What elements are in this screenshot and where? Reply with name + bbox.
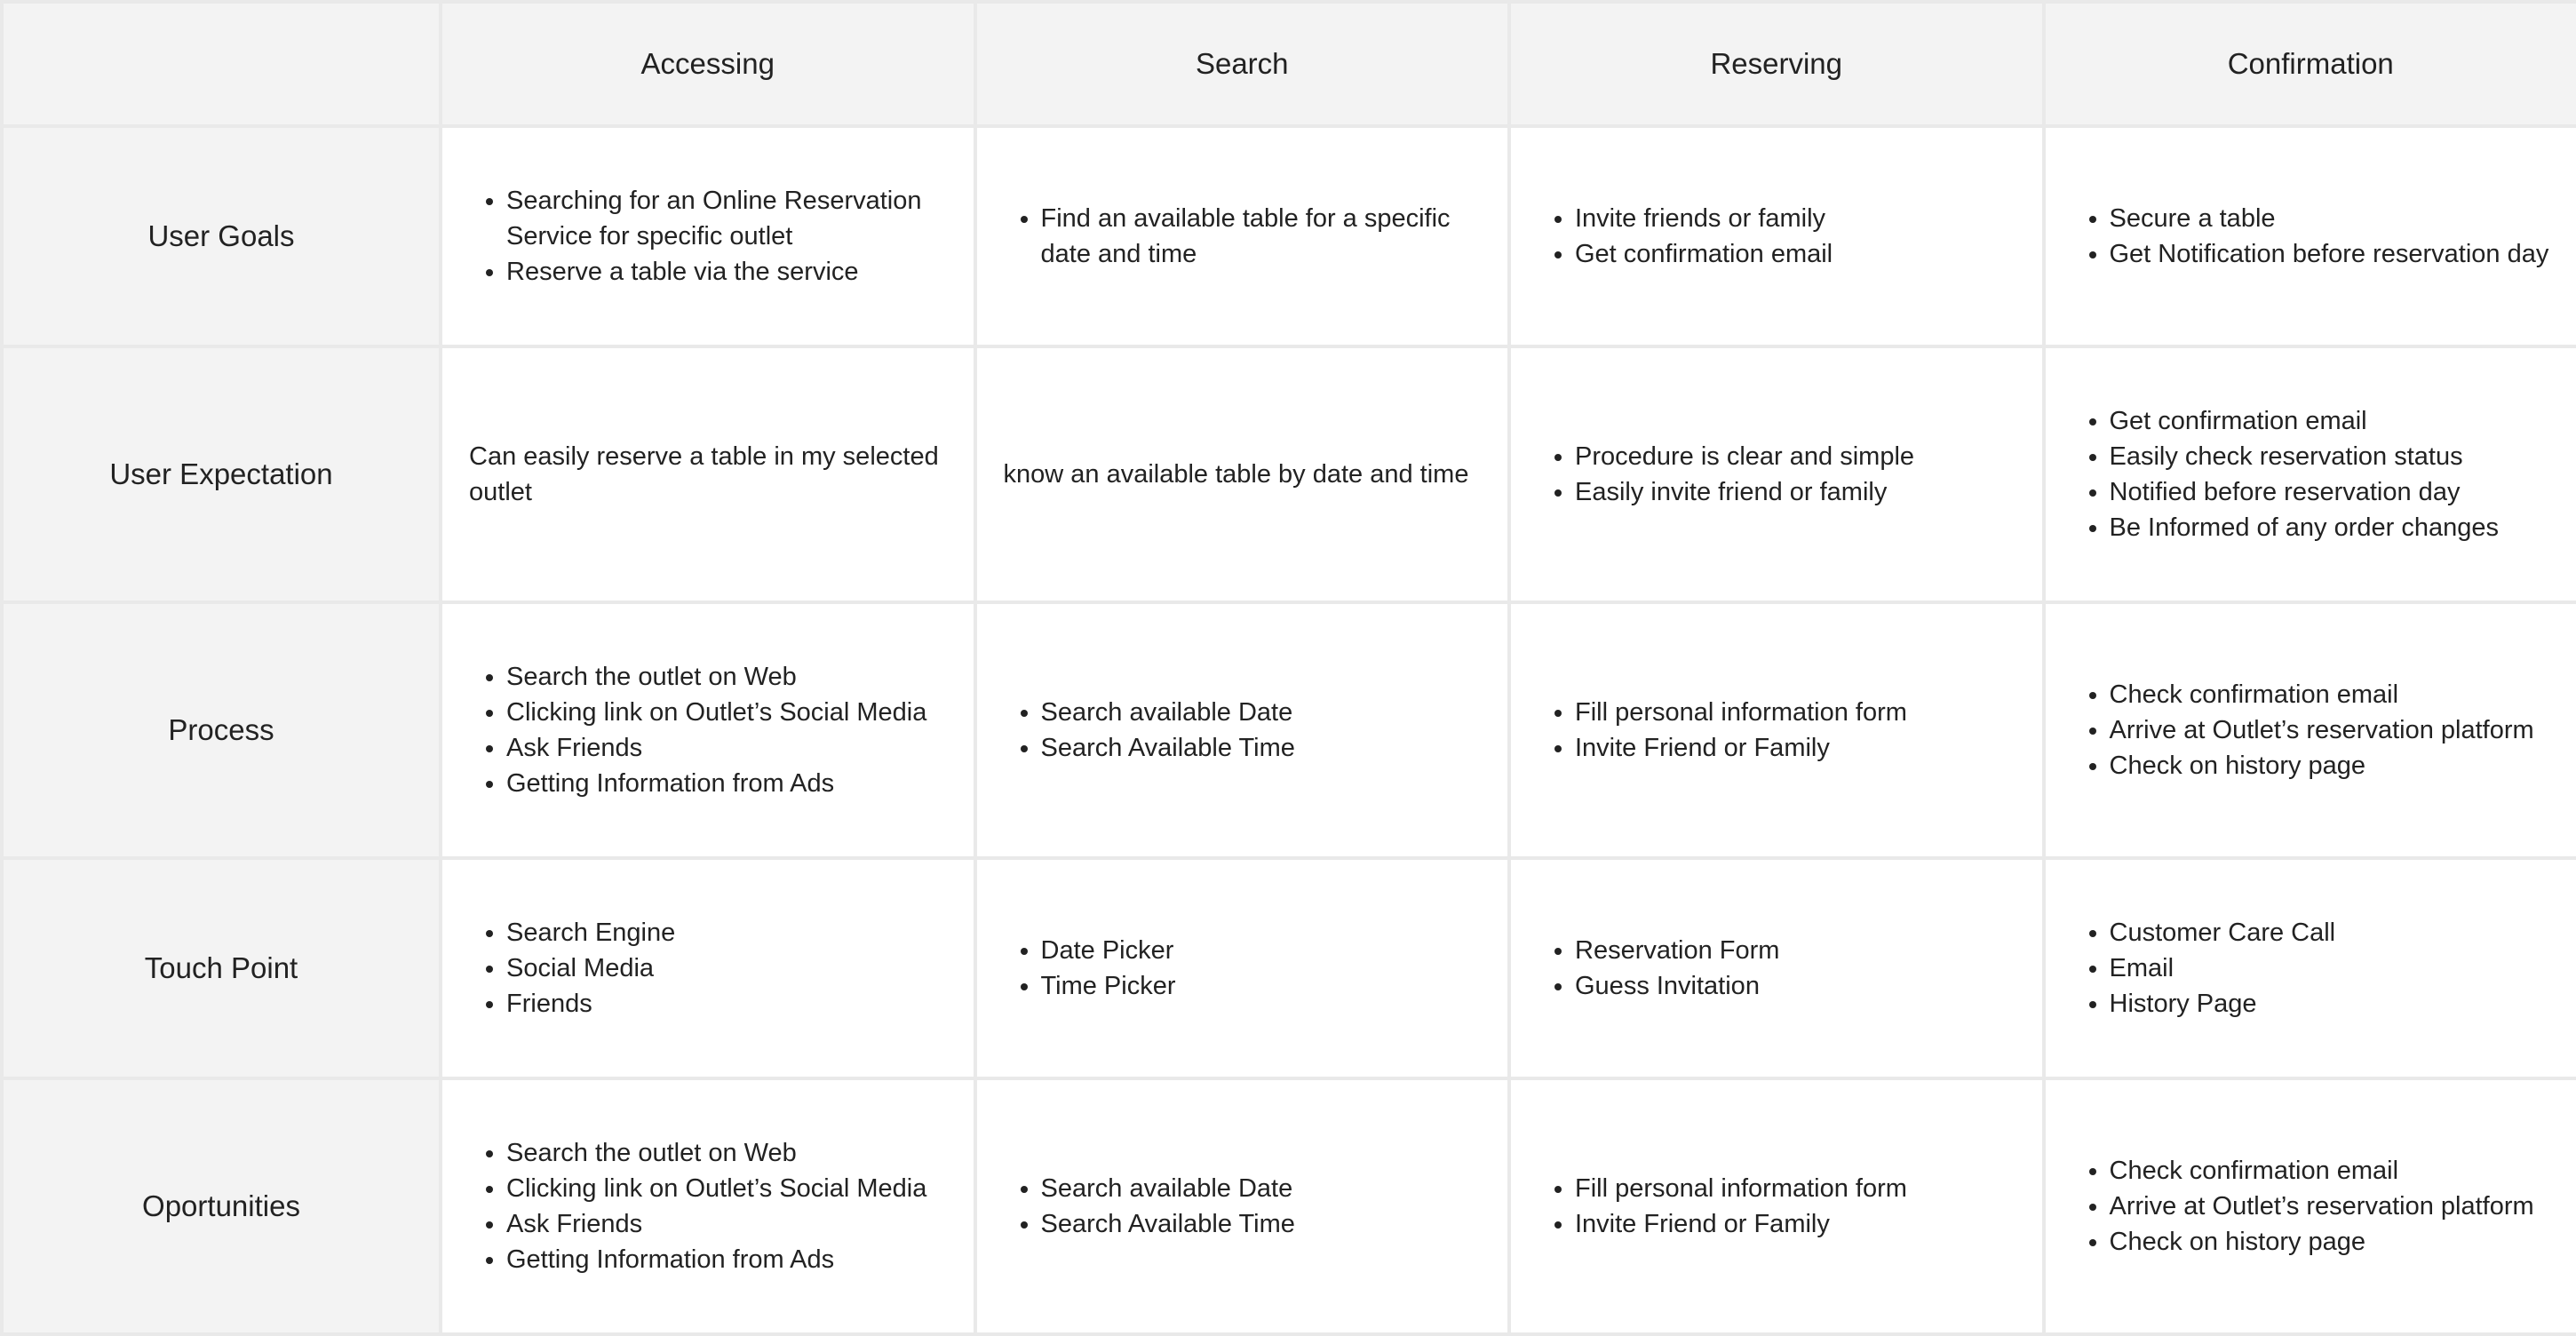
list-item: • Get Notification before reservation day <box>2110 236 2550 272</box>
corner-cell <box>2 2 441 126</box>
bullet-list <box>1538 439 2015 510</box>
list-item: • Search the outlet on Web <box>506 1135 947 1171</box>
list-item: • Getting Information from Ads <box>506 766 947 801</box>
cell-oportunities-confirmation <box>2044 1078 2576 1334</box>
list-item: • Reserve a table via the service <box>506 254 947 290</box>
list-item: • Ask Friends <box>506 1206 947 1242</box>
list-item: • Procedure is clear and simple <box>1575 439 2015 474</box>
list-item: • Customer Care Call <box>2110 915 2550 950</box>
list-item: • Clicking link on Outlet’s Social Media <box>506 1171 947 1206</box>
list-item: • Getting Information from Ads <box>506 1242 947 1277</box>
stage-header-search: Search <box>975 2 1510 126</box>
list-item: • Notified before reservation day <box>2110 474 2550 510</box>
row-label-process: Process <box>2 602 441 858</box>
row-label-user-expectation: User Expectation <box>2 346 441 602</box>
bullet-list <box>469 183 947 290</box>
list-item: • Search the outlet on Web <box>506 659 947 695</box>
bullet-list <box>1004 201 1482 272</box>
row-label-user-goals: User Goals <box>2 126 441 346</box>
bullet-list <box>1538 1171 2015 1242</box>
row-user-expectation <box>2 346 2576 602</box>
bullet-list <box>1538 933 2015 1004</box>
list-item: • Arrive at Outlet’s reservation platform <box>2110 1189 2550 1224</box>
cell-touch-point-confirmation <box>2044 858 2576 1078</box>
cell-process-confirmation <box>2044 602 2576 858</box>
bullet-list <box>2072 915 2550 1022</box>
list-item: • Find an available table for a specific date and time <box>1041 201 1482 272</box>
list-item: • Date Picker <box>1041 933 1482 968</box>
list-item: • Invite Friend or Family <box>1575 730 2015 766</box>
list-item: • Social Media <box>506 950 947 986</box>
stage-header-accessing: Accessing <box>441 2 975 126</box>
cell-user-goals-search <box>975 126 1510 346</box>
row-process <box>2 602 2576 858</box>
list-item: • Reservation Form <box>1575 933 2015 968</box>
row-user-goals <box>2 126 2576 346</box>
list-item: • Search available Date <box>1041 1171 1482 1206</box>
cell-user-goals-reserving <box>1509 126 2044 346</box>
bullet-list <box>469 915 947 1022</box>
bullet-list <box>1004 1171 1482 1242</box>
list-item: • Check confirmation email <box>2110 1153 2550 1189</box>
cell-user-expectation-accessing <box>441 346 975 602</box>
list-item: • Ask Friends <box>506 730 947 766</box>
cell-oportunities-reserving <box>1509 1078 2044 1334</box>
list-item: • Check on history page <box>2110 748 2550 783</box>
list-item: • Fill personal information form <box>1575 1171 2015 1206</box>
cell-user-expectation-reserving <box>1509 346 2044 602</box>
bullet-list <box>1538 201 2015 272</box>
list-item: • Search Available Time <box>1041 1206 1482 1242</box>
bullet-list <box>469 1135 947 1277</box>
list-item: • Clicking link on Outlet’s Social Media <box>506 695 947 730</box>
header-row <box>2 2 2576 126</box>
bullet-list <box>1538 695 2015 766</box>
list-item: • Guess Invitation <box>1575 968 2015 1004</box>
list-item: • Invite Friend or Family <box>1575 1206 2015 1242</box>
row-label-touch-point: Touch Point <box>2 858 441 1078</box>
list-item: • Email <box>2110 950 2550 986</box>
cell-user-expectation-search <box>975 346 1510 602</box>
bullet-list <box>2072 403 2550 545</box>
cell-process-search <box>975 602 1510 858</box>
list-item: • Check on history page <box>2110 1224 2550 1260</box>
list-item: • Invite friends or family <box>1575 201 2015 236</box>
list-item: • Get confirmation email <box>2110 403 2550 439</box>
row-label-oportunities: Oportunities <box>2 1078 441 1334</box>
cell-oportunities-search <box>975 1078 1510 1334</box>
bullet-list <box>2072 201 2550 272</box>
list-item: • Easily invite friend or family <box>1575 474 2015 510</box>
cell-touch-point-search <box>975 858 1510 1078</box>
bullet-list <box>1004 933 1482 1004</box>
list-item: • Searching for an Online Reservation Service for specific outlet <box>506 183 947 254</box>
list-item: • Get confirmation email <box>1575 236 2015 272</box>
list-item: • Search Available Time <box>1041 730 1482 766</box>
list-item: • History Page <box>2110 986 2550 1022</box>
list-item: • Search available Date <box>1041 695 1482 730</box>
list-item: • Arrive at Outlet’s reservation platform <box>2110 712 2550 748</box>
cell-user-goals-confirmation <box>2044 126 2576 346</box>
list-item: • Friends <box>506 986 947 1022</box>
bullet-list <box>2072 677 2550 783</box>
list-item: • Time Picker <box>1041 968 1482 1004</box>
bullet-list <box>1004 695 1482 766</box>
cell-process-reserving <box>1509 602 2044 858</box>
row-oportunities <box>2 1078 2576 1334</box>
list-item: • Easily check reservation status <box>2110 439 2550 474</box>
cell-user-expectation-confirmation <box>2044 346 2576 602</box>
cell-oportunities-accessing <box>441 1078 975 1334</box>
bullet-list <box>2072 1153 2550 1260</box>
cell-touch-point-accessing <box>441 858 975 1078</box>
cell-process-accessing <box>441 602 975 858</box>
row-touch-point <box>2 858 2576 1078</box>
cell-text: know an available table by date and time <box>1004 457 1482 492</box>
list-item: • Secure a table <box>2110 201 2550 236</box>
cell-touch-point-reserving <box>1509 858 2044 1078</box>
bullet-list <box>469 659 947 801</box>
list-item: • Check confirmation email <box>2110 677 2550 712</box>
list-item: • Search Engine <box>506 915 947 950</box>
cell-text: Can easily reserve a table in my selected outlet <box>469 439 947 510</box>
stage-header-confirmation: Confirmation <box>2044 2 2576 126</box>
list-item: • Fill personal information form <box>1575 695 2015 730</box>
cell-user-goals-accessing <box>441 126 975 346</box>
list-item: • Be Informed of any order changes <box>2110 510 2550 545</box>
stage-header-reserving: Reserving <box>1509 2 2044 126</box>
